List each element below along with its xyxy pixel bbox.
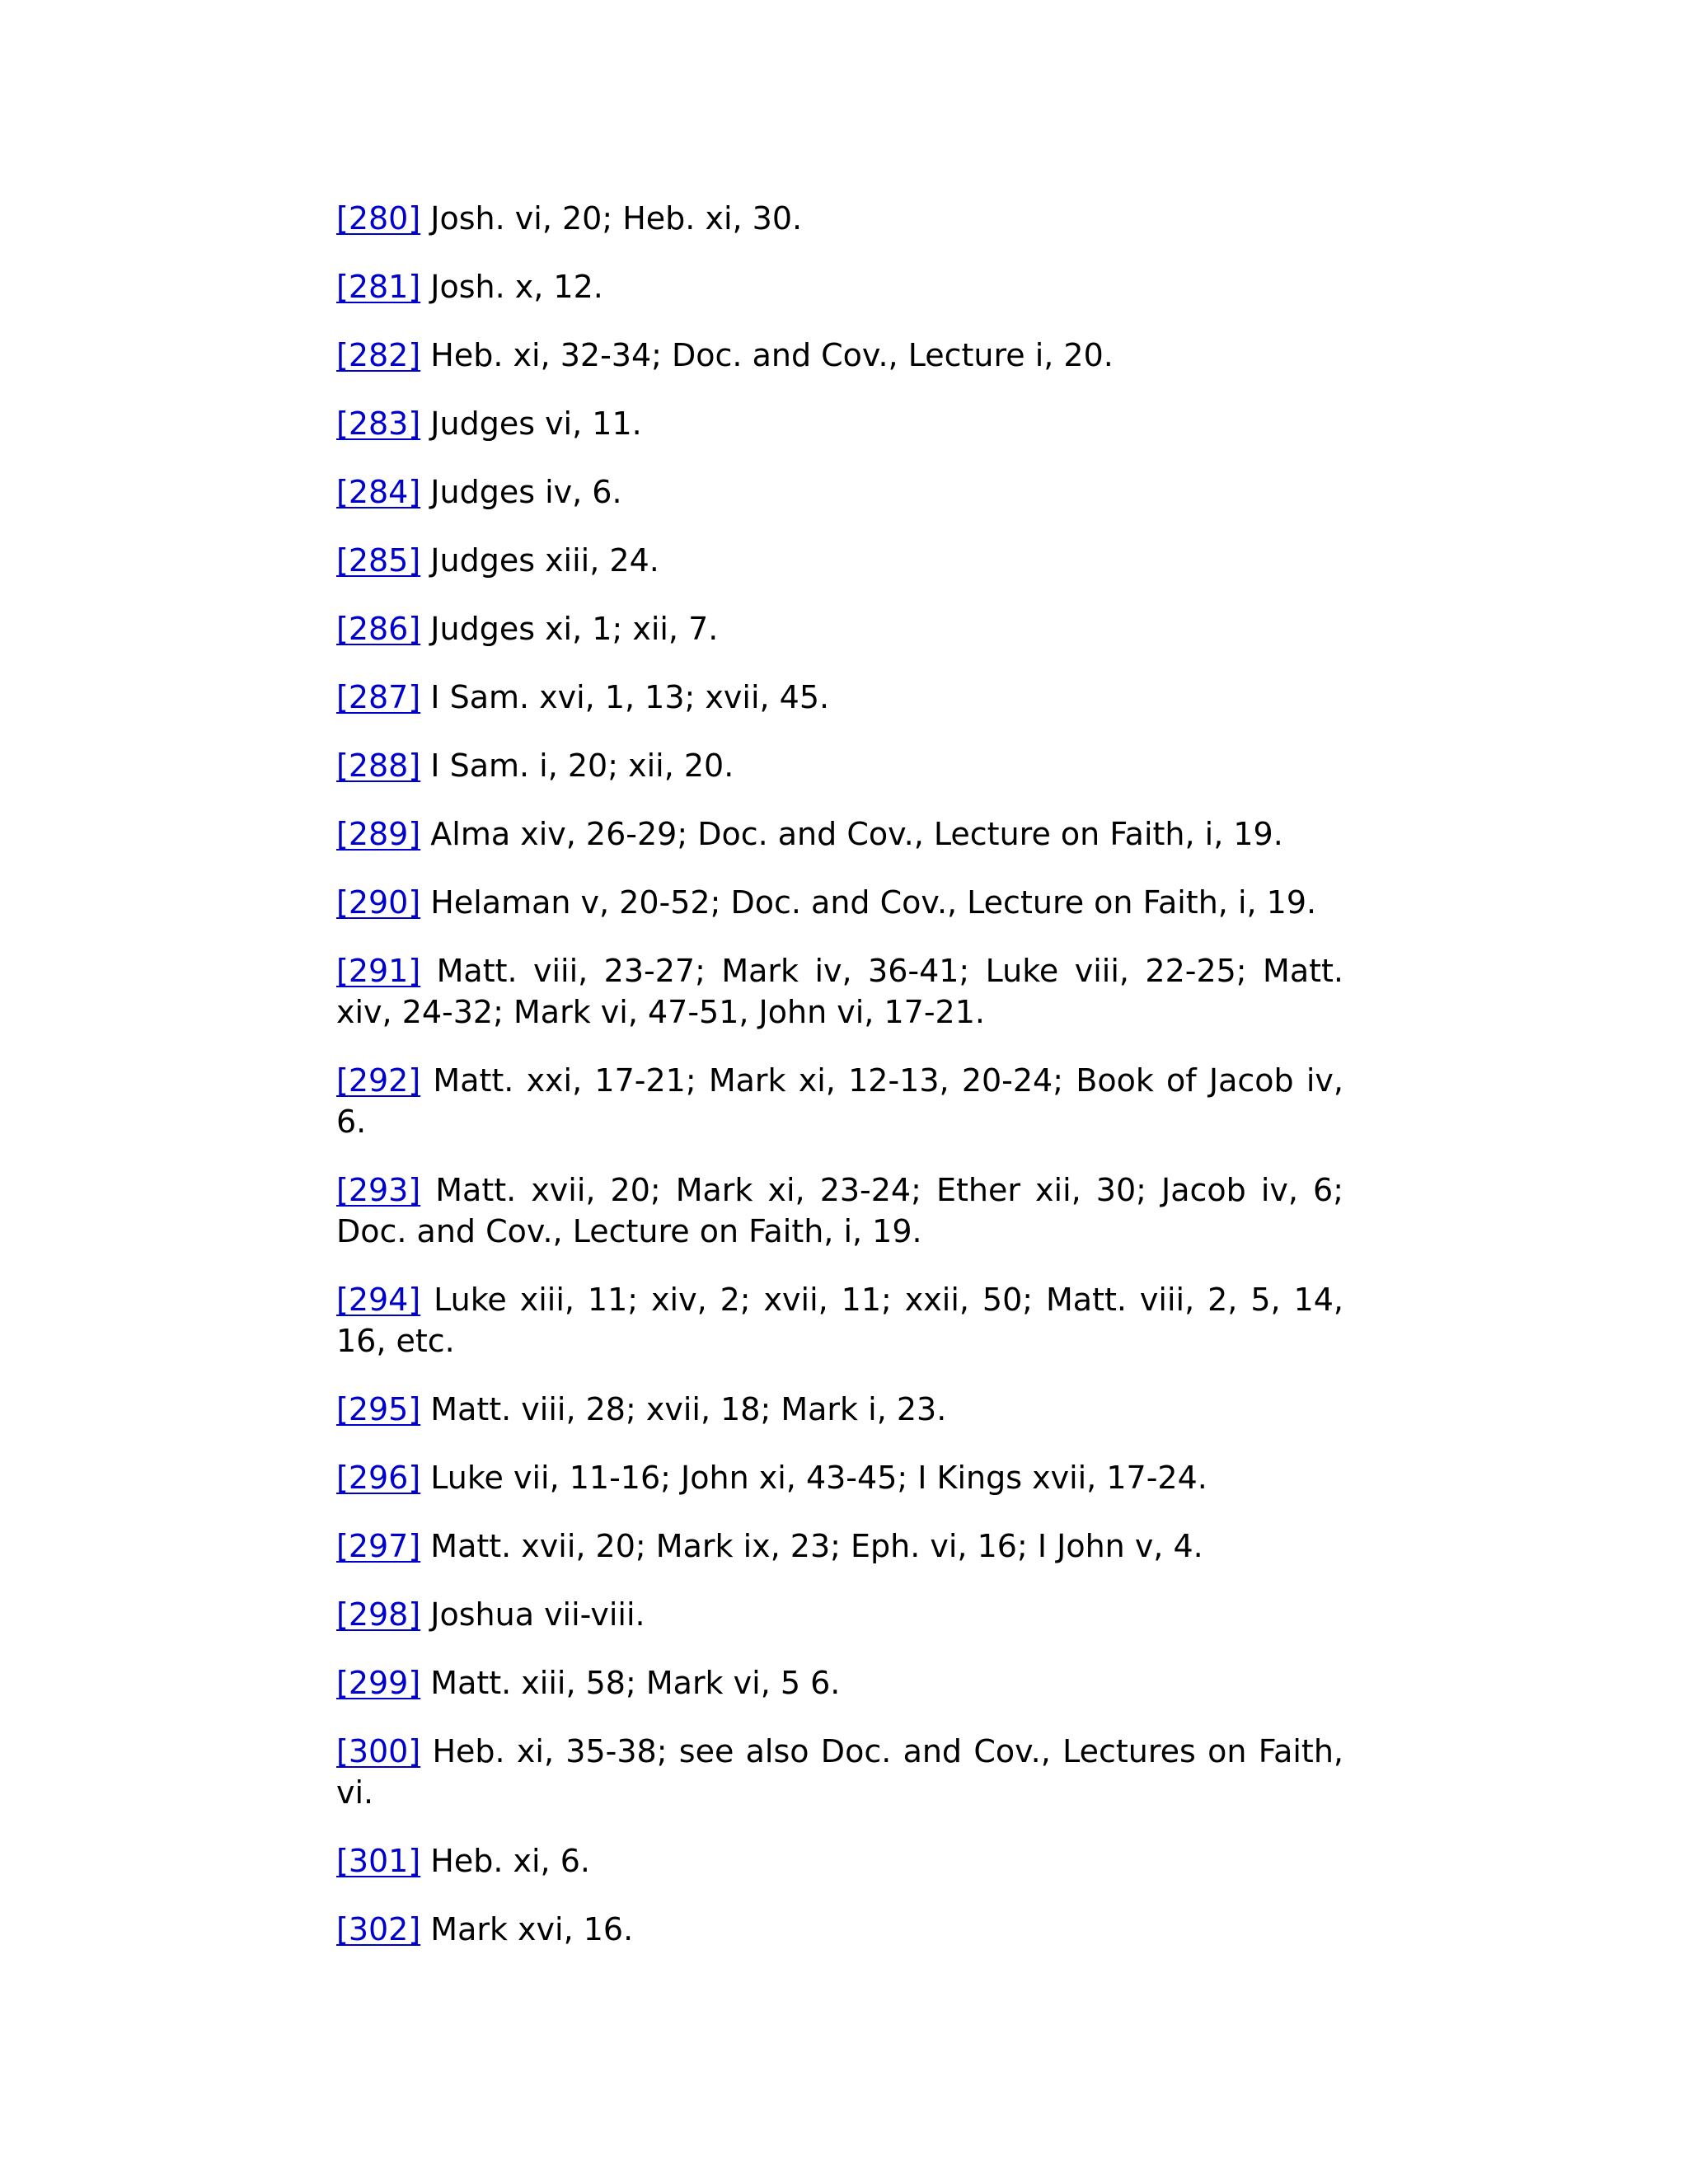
footnote-291 bbox=[336, 950, 1343, 1033]
footnote-link-291[interactable]: [291] bbox=[336, 953, 421, 989]
footnote-text: Matt. xvii, 20; Mark xi, 23-24; Ether xii, 30; Jacob iv, 6; Doc. and Cov., Lecture on Faith, i, 19. bbox=[336, 1172, 1343, 1249]
footnote-link-280[interactable]: [280] bbox=[336, 200, 421, 237]
footnote-link-297[interactable]: [297] bbox=[336, 1528, 421, 1564]
footnote-text: Joshua vii-viii. bbox=[430, 1596, 645, 1633]
footnote-text: Alma xiv, 26-29; Doc. and Cov., Lecture on Faith, i, 19. bbox=[430, 816, 1283, 852]
footnote-text: Heb. xi, 32-34; Doc. and Cov., Lecture i, 20. bbox=[430, 337, 1114, 373]
footnote-text: Helaman v, 20-52; Doc. and Cov., Lecture on Faith, i, 19. bbox=[430, 884, 1317, 921]
footnote-285 bbox=[336, 540, 1343, 581]
footnote-294 bbox=[336, 1279, 1343, 1361]
footnote-link-281[interactable]: [281] bbox=[336, 269, 421, 305]
footnote-284 bbox=[336, 471, 1343, 513]
footnote-link-287[interactable]: [287] bbox=[336, 679, 421, 715]
footnote-link-290[interactable]: [290] bbox=[336, 884, 421, 921]
footnote-link-293[interactable]: [293] bbox=[336, 1172, 421, 1208]
footnote-text: Matt. xvii, 20; Mark ix, 23; Eph. vi, 16; I John v, 4. bbox=[430, 1528, 1203, 1564]
footnote-link-282[interactable]: [282] bbox=[336, 337, 421, 373]
footnote-text: Judges vi, 11. bbox=[430, 405, 642, 442]
footnote-text: Judges xi, 1; xii, 7. bbox=[430, 611, 719, 647]
footnote-text: Mark xvi, 16. bbox=[430, 1911, 634, 1947]
footnote-text: Judges iv, 6. bbox=[430, 474, 622, 510]
footnote-290 bbox=[336, 882, 1343, 923]
footnote-288 bbox=[336, 745, 1343, 786]
footnote-280 bbox=[336, 198, 1343, 239]
footnote-link-289[interactable]: [289] bbox=[336, 816, 421, 852]
footnote-list bbox=[336, 198, 1343, 1977]
footnote-link-284[interactable]: [284] bbox=[336, 474, 421, 510]
footnote-text: Luke xiii, 11; xiv, 2; xvii, 11; xxii, 50; Matt. viii, 2, 5, 14, 16, etc. bbox=[336, 1282, 1343, 1359]
footnote-text: Matt. xxi, 17-21; Mark xi, 12-13, 20-24; Book of Jacob iv, 6. bbox=[336, 1062, 1343, 1140]
footnote-295 bbox=[336, 1389, 1343, 1430]
footnote-link-286[interactable]: [286] bbox=[336, 611, 421, 647]
footnote-296 bbox=[336, 1457, 1343, 1498]
footnote-link-299[interactable]: [299] bbox=[336, 1665, 421, 1701]
footnote-298 bbox=[336, 1594, 1343, 1635]
footnote-text: I Sam. xvi, 1, 13; xvii, 45. bbox=[430, 679, 830, 715]
footnote-286 bbox=[336, 608, 1343, 649]
footnote-link-296[interactable]: [296] bbox=[336, 1460, 421, 1496]
footnote-link-292[interactable]: [292] bbox=[336, 1062, 421, 1099]
footnote-link-285[interactable]: [285] bbox=[336, 542, 421, 579]
footnote-292 bbox=[336, 1060, 1343, 1142]
footnote-302 bbox=[336, 1909, 1343, 1950]
footnote-text: Matt. viii, 28; xvii, 18; Mark i, 23. bbox=[430, 1391, 947, 1427]
footnote-301 bbox=[336, 1840, 1343, 1882]
footnote-link-302[interactable]: [302] bbox=[336, 1911, 421, 1947]
footnote-link-294[interactable]: [294] bbox=[336, 1282, 421, 1318]
footnote-link-295[interactable]: [295] bbox=[336, 1391, 421, 1427]
footnote-282 bbox=[336, 335, 1343, 376]
footnote-text: Matt. viii, 23-27; Mark iv, 36-41; Luke viii, 22-25; Matt. xiv, 24-32; Mark vi, 47-51, John vi, 17-21. bbox=[336, 953, 1343, 1030]
footnote-287 bbox=[336, 677, 1343, 718]
footnote-283 bbox=[336, 403, 1343, 444]
footnote-299 bbox=[336, 1662, 1343, 1704]
footnote-link-283[interactable]: [283] bbox=[336, 405, 421, 442]
footnote-289 bbox=[336, 813, 1343, 855]
footnote-text: Luke vii, 11-16; John xi, 43-45; I Kings xvii, 17-24. bbox=[430, 1460, 1207, 1496]
footnote-link-300[interactable]: [300] bbox=[336, 1733, 421, 1769]
footnote-297 bbox=[336, 1526, 1343, 1567]
footnote-text: I Sam. i, 20; xii, 20. bbox=[430, 748, 734, 784]
footnote-link-298[interactable]: [298] bbox=[336, 1596, 421, 1633]
footnote-link-301[interactable]: [301] bbox=[336, 1843, 421, 1879]
footnote-300 bbox=[336, 1731, 1343, 1813]
footnote-293 bbox=[336, 1169, 1343, 1252]
footnote-281 bbox=[336, 266, 1343, 307]
footnote-text: Josh. vi, 20; Heb. xi, 30. bbox=[430, 200, 803, 237]
footnote-text: Matt. xiii, 58; Mark vi, 5 6. bbox=[430, 1665, 841, 1701]
footnote-link-288[interactable]: [288] bbox=[336, 748, 421, 784]
footnote-text: Heb. xi, 6. bbox=[430, 1843, 590, 1879]
footnote-text: Josh. x, 12. bbox=[430, 269, 603, 305]
footnote-text: Judges xiii, 24. bbox=[430, 542, 659, 579]
footnote-text: Heb. xi, 35-38; see also Doc. and Cov., Lectures on Faith, vi. bbox=[336, 1733, 1343, 1811]
